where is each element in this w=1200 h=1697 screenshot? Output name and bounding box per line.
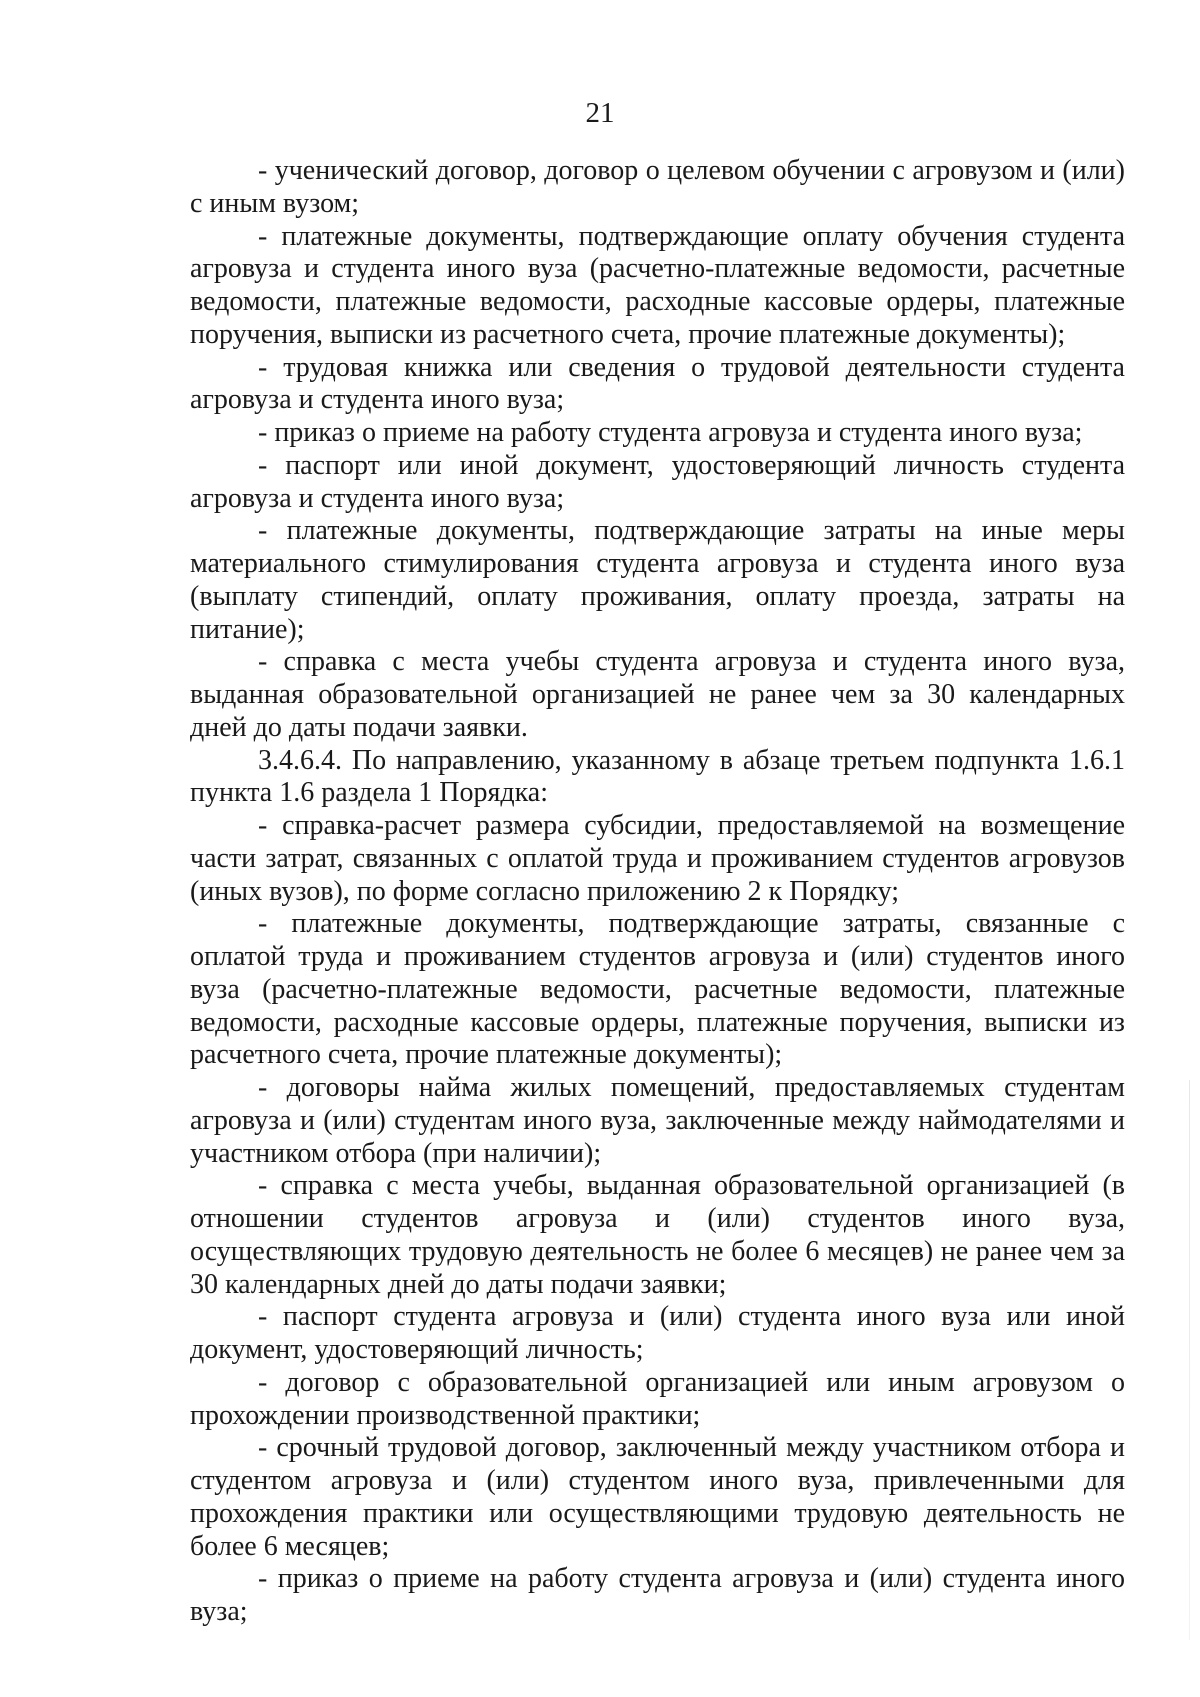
paragraph: - ученический договор, договор о целевом обучении с агровузом и (или) с иным вузом; [190,155,1125,219]
paragraph: - договоры найма жилых помещений, предоставляемых студентам агровуза и (или) студентам иного вуза, заключенные между наймодателями и участником отбора (при наличии); [190,1072,1125,1169]
paragraph: - паспорт или иной документ, удостоверяющий личность студента агровуза и студента иного вуза; [190,449,1125,514]
paragraph: - приказ о приеме на работу студента агровуза и (или) студента иного вуза; [190,1563,1125,1627]
paragraph: - срочный трудовой договор, заключенный между участником отбора и студентом агровуза и (или) студентом иного вуза, привлеченными для прохождения практики или осуществляющими трудовую деятельность не более 6 месяцев; [190,1432,1125,1562]
paragraph: - справка-расчет размера субсидии, предоставляемой на возмещение части затрат, связанных с оплатой труда и проживанием студентов агровузов (иных вузов), по форме согласно приложению 2 к Порядку; [190,810,1125,907]
page-number: 21 [585,97,615,129]
document-body [190,155,1125,1629]
paragraph: 3.4.6.4. По направлению, указанному в абзаце третьем подпункта 1.6.1 пункта 1.6 раздела 1 Порядка: [190,744,1125,809]
paragraph: - справка с места учебы, выданная образовательной организацией (в отношении студентов агровуза и (или) студентов иного вуза, осуществляющих трудовую деятельность не более 6 месяцев) не ранее чем за 30 календарных дней до даты подачи заявки; [190,1170,1125,1300]
paragraph: - платежные документы, подтверждающие затраты на иные меры материального стимулирования студента агровуза и студента иного вуза (выплату стипендий, оплату проживания, оплату проезда, затраты на питание); [190,515,1125,645]
paragraph: - платежные документы, подтверждающие затраты, связанные с оплатой труда и проживанием студентов агровуза и (или) студентов иного вуза (расчетно-платежные ведомости, расчетные ведомости, платежные ведомости, расходные кассовые ордеры, платежные поручения, выписки из расчетного счета, прочие платежные документы); [190,908,1125,1071]
paragraph: - справка с места учебы студента агровуза и студента иного вуза, выданная образовательной организацией не ранее чем за 30 календарных дней до даты подачи заявки. [190,646,1125,743]
paragraph: - приказ о приеме на работу студента агровуза и студента иного вуза; [258,417,1083,448]
paragraph: - паспорт студента агровуза и (или) студента иного вуза или иной документ, удостоверяющий личность; [190,1301,1125,1365]
paragraph: - платежные документы, подтверждающие оплату обучения студента агровуза и студента иного вуза (расчетно-платежные ведомости, расчетные ведомости, платежные ведомости, расходные кассовые ордеры, платежные поручения, выписки из расчетного счета, прочие платежные документы); [190,220,1125,350]
paragraph: - договор с образовательной организацией или иным агровузом о прохождении производственной практики; [190,1366,1125,1431]
scan-margin-line [1189,1080,1190,1640]
paragraph: - трудовая книжка или сведения о трудовой деятельности студента агровуза и студента иного вуза; [190,351,1125,416]
